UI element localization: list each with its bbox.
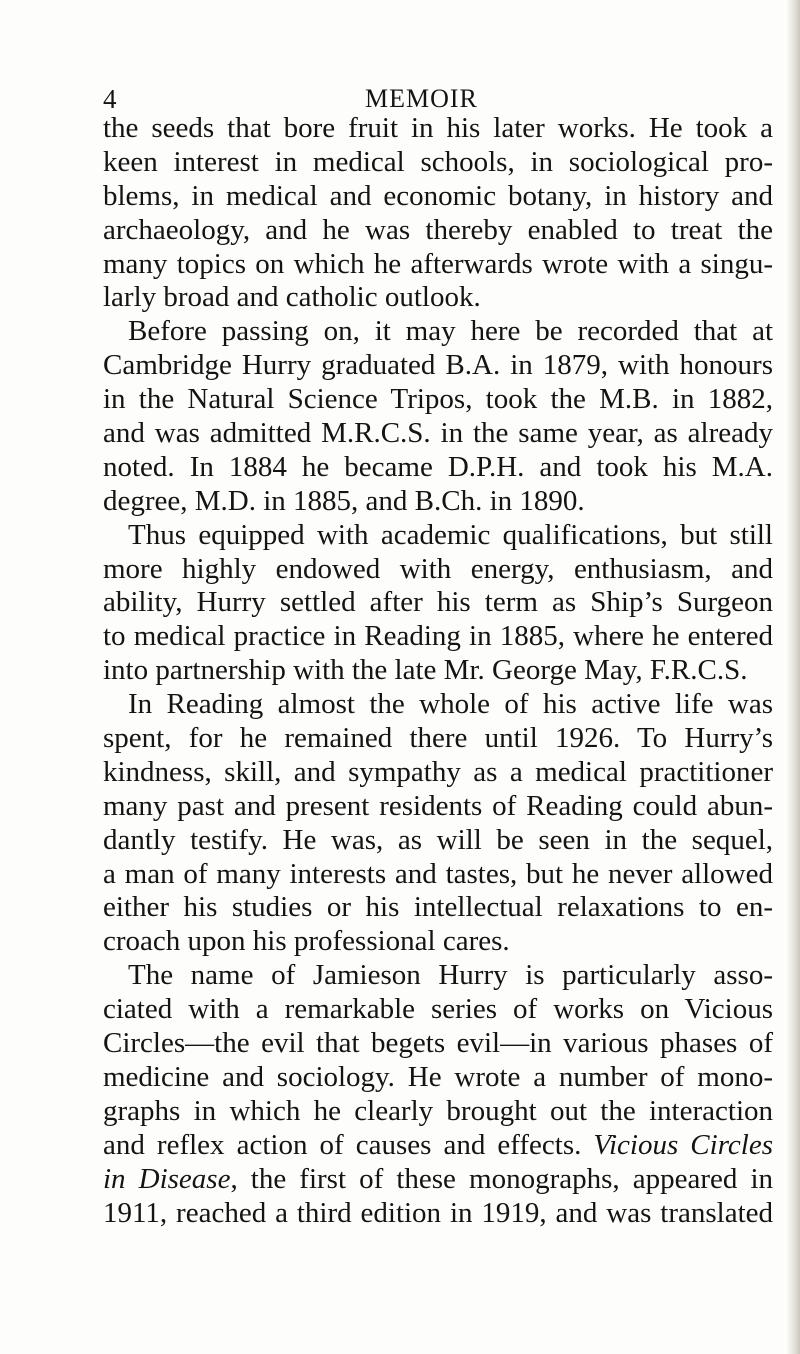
text-line: a man of many interests and tastes, but he never allowed (103, 857, 773, 890)
book-title-italic: in Disease (103, 1162, 231, 1195)
text-line: ciated with a remarkable series of works on Vicious (103, 993, 773, 1026)
text-line: either his studies or his intellectual relaxations to en- (103, 891, 773, 924)
running-head: MEMOIR (365, 84, 478, 113)
body-text (103, 112, 773, 1230)
text-line: graphs in which he clearly brought out the interaction (103, 1094, 773, 1127)
text-line: in Disease, the first of these monographs, appeared in (103, 1162, 774, 1195)
paragraph-start-line: Thus equipped with academic qualifications, but still (128, 518, 773, 551)
text-line: the seeds that bore fruit in his later works. He took a (103, 112, 773, 144)
text-line: keen interest in medical schools, in sociological pro- (103, 145, 773, 178)
text-line: degree, M.D. in 1885, and B.Ch. in 1890. (103, 484, 585, 517)
text-line: larly broad and catholic outlook. (103, 281, 481, 314)
text-line: many topics on which he afterwards wrote with a singu- (103, 247, 773, 280)
text-line: kindness, skill, and sympathy as a medical practitioner (103, 755, 773, 788)
paragraph-start-line: In Reading almost the whole of his active life was (128, 688, 773, 721)
text-line: into partnership with the late Mr. George May, F.R.C.S. (103, 654, 748, 687)
text-line: medicine and sociology. He wrote a number of mono- (103, 1060, 773, 1093)
text-line: many past and present residents of Reading could abun- (103, 789, 773, 822)
book-title-italic: Vicious Circles (593, 1128, 774, 1161)
text-line: in the Natural Science Tripos, took the M.B. in 1882, (103, 383, 773, 416)
page-number: 4 (103, 84, 117, 114)
page-header (103, 80, 773, 114)
text-line: dantly testify. He was, as will be seen in the sequel, (103, 823, 773, 856)
text-line: Cambridge Hurry graduated B.A. in 1879, with honours (103, 349, 773, 382)
text-line: ability, Hurry settled after his term as Ship’s Surgeon (103, 586, 773, 619)
text-line: to medical practice in Reading in 1885, where he entered (103, 620, 773, 653)
text-line: croach upon his professional cares. (103, 925, 510, 958)
page-edge-shadow (786, 0, 800, 1354)
text-line: and was admitted M.R.C.S. in the same year, as already (103, 417, 773, 450)
text-line: spent, for he remained there until 1926. To Hurry’s (103, 722, 773, 755)
text-line: archaeology, and he was thereby enabled to treat the (103, 213, 773, 246)
text-line: 1911, reached a third edition in 1919, and was translated (103, 1196, 773, 1229)
text-line: blems, in medical and economic botany, in history and (103, 179, 773, 212)
text-line: more highly endowed with energy, enthusiasm, and (103, 552, 773, 585)
paragraph-start-line: Before passing on, it may here be recorded that at (128, 315, 773, 348)
text-line: Circles—the evil that begets evil—in various phases of (103, 1027, 773, 1060)
text-line: noted. In 1884 he became D.P.H. and took his M.A. (103, 450, 773, 483)
paragraph-start-line: The name of Jamieson Hurry is particularly asso- (128, 959, 773, 992)
text-line: and reflex action of causes and effects. Vicious Circles (103, 1128, 774, 1161)
